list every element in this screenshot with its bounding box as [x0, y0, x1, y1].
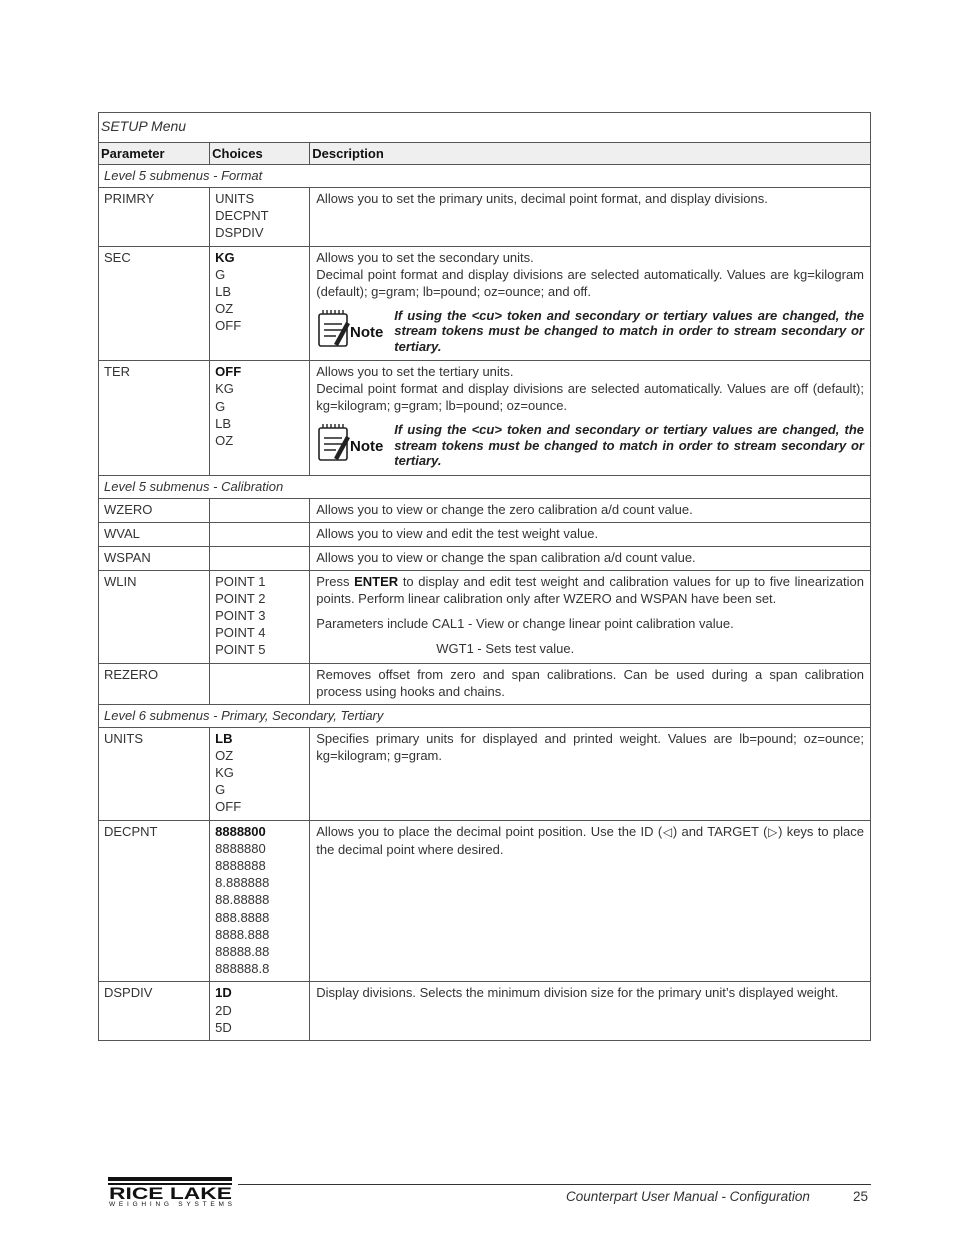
choice: G	[215, 782, 226, 798]
choice: G	[215, 266, 226, 282]
param-wspan: WSPAN	[99, 546, 210, 570]
choice: 2D	[215, 1002, 232, 1018]
choice: 8888880	[215, 840, 266, 856]
param-primry: PRIMRY	[99, 188, 210, 247]
choice: 888888.8	[215, 961, 270, 977]
choices-wspan	[210, 546, 310, 570]
choice: POINT 5	[215, 642, 266, 658]
section-format: Level 5 submenus - Format	[99, 165, 871, 188]
table-row	[99, 982, 871, 1041]
enter-key-label: ENTER	[354, 573, 399, 589]
footer-rule	[238, 1184, 871, 1185]
desc-ter	[310, 361, 871, 476]
logo-sub-text: WEIGHING SYSTEMS	[109, 1201, 233, 1207]
table-row	[99, 361, 871, 476]
desc-primry: Allows you to set the primary units, decimal point format, and display divisions.	[310, 188, 871, 247]
target-right-triangle-icon: ▷	[767, 824, 779, 839]
param-units: UNITS	[99, 727, 210, 820]
table-row	[99, 246, 871, 361]
table-row	[99, 727, 871, 820]
desc-decpnt	[310, 820, 871, 982]
choice: POINT 2	[215, 590, 266, 606]
section-row-calibration	[99, 475, 871, 498]
choice: DSPDIV	[215, 225, 264, 241]
desc-units: Specifies primary units for displayed and printed weight. Values are lb=pound; oz=ounce; kg=kilogram; g=gram.	[310, 727, 871, 820]
note-label: Note	[350, 323, 384, 341]
param-rezero: REZERO	[99, 663, 210, 704]
table-row	[99, 570, 871, 663]
choice: POINT 4	[215, 625, 266, 641]
choices-wzero	[210, 498, 310, 522]
desc-line: Allows you to set the tertiary units.	[316, 364, 514, 380]
desc-sec	[310, 246, 871, 361]
desc-text: ) keys to place the decimal point where desired.	[316, 823, 864, 857]
choice: UNITS	[215, 191, 255, 206]
table-row	[99, 522, 871, 546]
setup-menu-table	[98, 112, 871, 1041]
choice: KG	[215, 765, 234, 781]
logo-main-text: RICE LAKE	[109, 1184, 232, 1203]
section-level6: Level 6 submenus - Primary, Secondary, Tertiary	[99, 704, 871, 727]
param-wlin: WLIN	[99, 570, 210, 663]
desc-text: ) and TARGET (	[672, 823, 768, 839]
choice-default: LB	[215, 730, 233, 746]
choice: G	[215, 398, 226, 414]
choice-default: KG	[215, 249, 235, 265]
param-dspdiv: DSPDIV	[99, 982, 210, 1041]
choice: KG	[215, 381, 234, 397]
desc-line: Decimal point format and display divisions are selected automatically. Values are off (default); kg=kilogram; g=gram; lb=pound; oz=ounce.	[316, 381, 864, 414]
desc-line	[316, 573, 864, 607]
choice: OZ	[215, 301, 234, 317]
desc-line: Allows you to set the secondary units.	[316, 249, 534, 265]
note-icon	[316, 308, 394, 352]
table-title: SETUP Menu	[99, 113, 871, 143]
note-label: Note	[350, 438, 384, 456]
table-row	[99, 498, 871, 522]
param-wzero: WZERO	[99, 498, 210, 522]
id-left-triangle-icon: ◁	[662, 824, 673, 839]
note-box	[316, 308, 864, 355]
section-row-format	[99, 165, 871, 188]
choices-wval	[210, 522, 310, 546]
choices-ter	[210, 361, 310, 476]
choices-sec	[210, 246, 310, 361]
choice: LB	[215, 284, 232, 300]
desc-text: to display and edit test weight and calibration values for up to five linearization points. Perform linear calibration only after WZERO and WSPAN have been set.	[316, 573, 864, 606]
desc-line: Parameters include CAL1 - View or change linear point calibration value.	[316, 615, 734, 631]
choice: OFF	[215, 318, 242, 334]
header-description: Description	[310, 143, 871, 165]
param-ter: TER	[99, 361, 210, 476]
note-icon	[316, 422, 394, 466]
table-header-row	[99, 143, 871, 165]
header-parameter: Parameter	[99, 143, 210, 165]
choices-units	[210, 727, 310, 820]
choice: OZ	[215, 432, 234, 448]
page-number: 25	[853, 1189, 869, 1204]
header-choices: Choices	[210, 143, 310, 165]
choice: LB	[215, 415, 232, 431]
param-wval: WVAL	[99, 522, 210, 546]
desc-rezero: Removes offset from zero and span calibrations. Can be used during a span calibration process using hooks and chains.	[310, 663, 871, 704]
desc-text: Press	[316, 573, 350, 589]
choice: 88888.88	[215, 944, 270, 960]
note-text: If using the <cu> token and secondary or tertiary values are changed, the stream tokens must be changed to match in order to stream secondary or tertiary.	[394, 422, 864, 469]
choice: 8.888888	[215, 875, 270, 891]
choice: DECPNT	[215, 208, 269, 224]
choices-primry	[210, 188, 310, 247]
choices-decpnt	[210, 820, 310, 982]
desc-wspan: Allows you to view or change the span calibration a/d count value.	[310, 546, 871, 570]
table-row	[99, 663, 871, 704]
choice: 8888888	[215, 858, 266, 874]
choices-rezero	[210, 663, 310, 704]
choices-wlin	[210, 570, 310, 663]
section-row-level6	[99, 704, 871, 727]
choice: OFF	[215, 799, 242, 815]
footer-title: Counterpart User Manual - Configuration	[566, 1189, 810, 1204]
choice: POINT 1	[215, 573, 266, 589]
table-row	[99, 188, 871, 247]
rice-lake-logo	[108, 1175, 236, 1207]
desc-wval: Allows you to view and edit the test weight value.	[310, 522, 871, 546]
table-row	[99, 546, 871, 570]
desc-text: Allows you to place the decimal point position. Use the ID (	[316, 823, 663, 839]
choice-default: 8888800	[215, 823, 266, 839]
table-row	[99, 820, 871, 982]
choice-default: 1D	[215, 985, 232, 1001]
choice: POINT 3	[215, 608, 266, 624]
note-text: If using the <cu> token and secondary or tertiary values are changed, the stream tokens must be changed to match in order to stream secondary or tertiary.	[394, 307, 864, 354]
desc-wzero: Allows you to view or change the zero calibration a/d count value.	[310, 498, 871, 522]
desc-dspdiv: Display divisions. Selects the minimum division size for the primary unit’s displayed weight.	[310, 982, 871, 1041]
desc-line: Decimal point format and display divisions are selected automatically. Values are kg=kilogram (default); g=gram; lb=pound; oz=ounce; and off.	[316, 266, 864, 299]
choice: 8888.888	[215, 926, 270, 942]
choices-dspdiv	[210, 982, 310, 1041]
param-decpnt: DECPNT	[99, 820, 210, 982]
note-box	[316, 422, 864, 469]
section-calibration: Level 5 submenus - Calibration	[99, 475, 871, 498]
desc-wlin	[310, 570, 871, 663]
choice: OZ	[215, 747, 234, 763]
choice-default: OFF	[215, 364, 242, 380]
param-sec: SEC	[99, 246, 210, 361]
table-title-row	[99, 113, 871, 143]
choice: 888.8888	[215, 909, 270, 925]
choice: 88.88888	[215, 892, 270, 908]
desc-line: WGT1 - Sets test value.	[436, 640, 575, 656]
choice: 5D	[215, 1019, 232, 1035]
